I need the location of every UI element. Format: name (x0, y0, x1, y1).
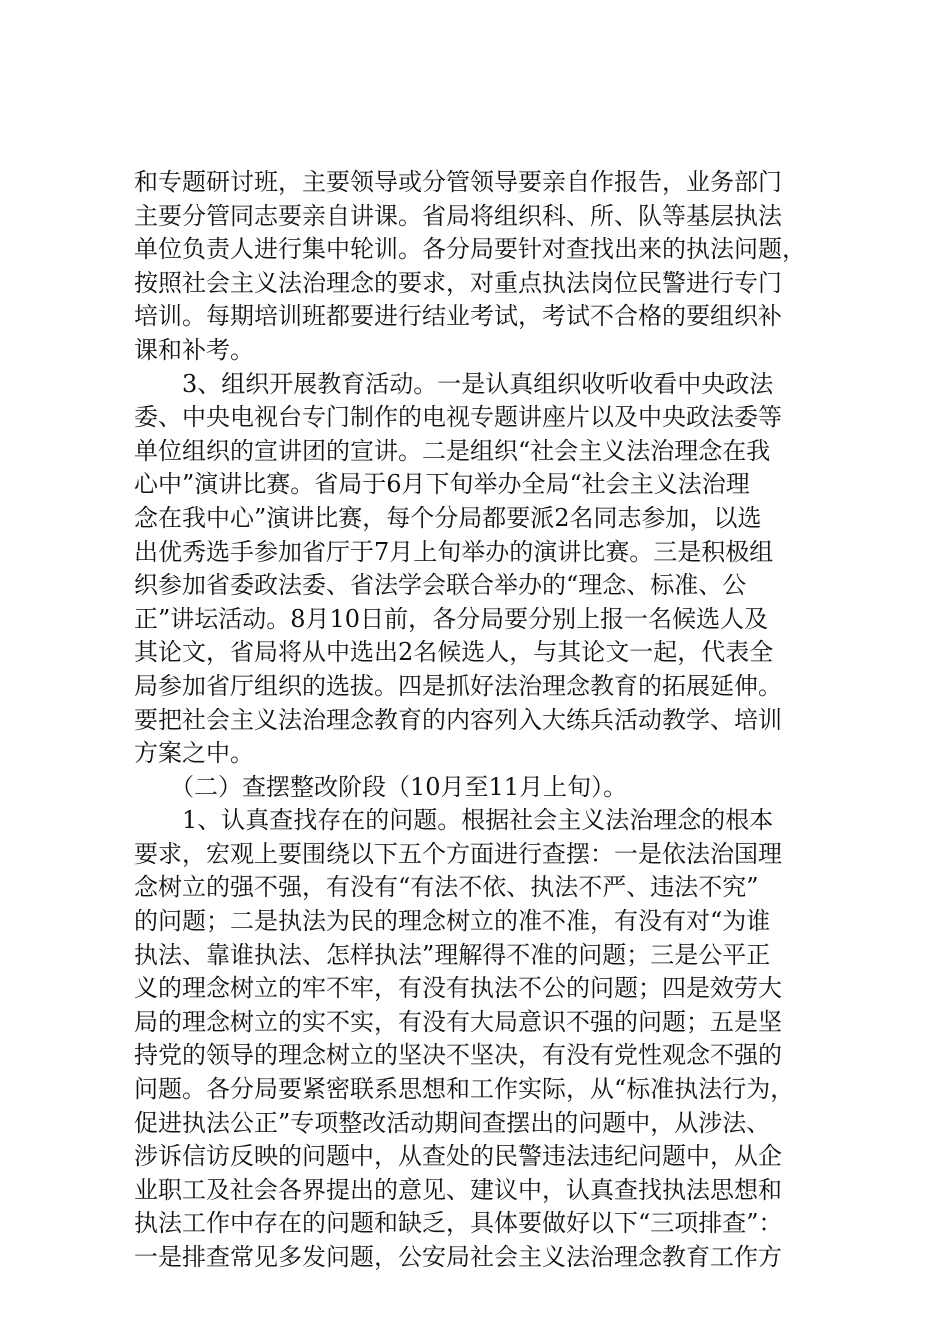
text-line: 念树立的强不强，有没有“有法不依、执法不严、违法不究” (134, 873, 759, 902)
text-line: 方案之中。 (134, 739, 254, 768)
text-line: 执法工作中存在的问题和缺乏，具体要做好以下“三项排查”： (134, 1209, 783, 1238)
text-line: 念在我中心”演讲比赛，每个分局都要派2名同志参加，以选 (134, 503, 762, 532)
text-line: 1、认真查找存在的问题。根据社会主义法治理念的根本 (134, 806, 774, 835)
text-line: 局的理念树立的实不实，有没有大局意识不强的问题；五是坚 (134, 1007, 782, 1036)
text-line: 涉诉信访反映的问题中，从查处的民警违法违纪问题中，从企 (134, 1142, 782, 1171)
text-line: 委、中央电视台专门制作的电视专题讲座片以及中央政法委等 (134, 403, 782, 432)
text-line: 持党的领导的理念树立的坚决不坚决，有没有党性观念不强的 (134, 1041, 782, 1070)
text-line: 出优秀选手参加省厅于7月上旬举办的演讲比赛。三是积极组 (134, 537, 774, 566)
text-line: 心中”演讲比赛。省局于6月下旬举办全局“社会主义法治理 (134, 470, 750, 499)
text-line: 主要分管同志要亲自讲课。省局将组织科、所、队等基层执法 (134, 201, 782, 230)
text-line: 局参加省厅组织的选拔。四是抓好法治理念教育的拓展延伸。 (134, 671, 782, 700)
section-heading: （二）查摆整改阶段（10月至11月上旬）。 (134, 772, 628, 801)
text-line: 织参加省委政法委、省法学会联合举办的“理念、标准、公 (134, 571, 747, 600)
text-line: 要求，宏观上要围绕以下五个方面进行查摆：一是依法治国理 (134, 839, 782, 868)
text-line: 正”讲坛活动。8月10日前，各分局要分别上报一名候选人及 (134, 604, 769, 633)
text-line: 业职工及社会各界提出的意见、建议中，认真查找执法思想和 (134, 1175, 782, 1204)
text-line: 其论文，省局将从中选出2名候选人，与其论文一起，代表全 (134, 638, 774, 667)
text-line: 问题。各分局要紧密联系思想和工作实际，从“标准执法行为， (134, 1075, 795, 1104)
text-line: 单位组织的宣讲团的宣讲。二是组织“社会主义法治理念在我 (134, 436, 771, 465)
text-line: 一是排查常见多发问题，公安局社会主义法治理念教育工作方 (134, 1243, 782, 1271)
body-text (134, 166, 834, 1275)
text-line: 要把社会主义法治理念教育的内容列入大练兵活动教学、培训 (134, 705, 782, 734)
text-line: 单位负责人进行集中轮训。各分局要针对查找出来的执法问题， (134, 235, 806, 264)
text-line: 义的理念树立的牢不牢，有没有执法不公的问题；四是效劳大 (134, 974, 782, 1003)
text-line: 执法、靠谁执法、怎样执法”理解得不准的问题；三是公平正 (134, 940, 771, 969)
text-line: 按照社会主义法治理念的要求，对重点执法岗位民警进行专门 (134, 268, 782, 297)
text-line: 和专题研讨班，主要领导或分管领导要亲自作报告，业务部门 (134, 168, 782, 196)
text-line: 培训。每期培训班都要进行结业考试，考试不合格的要组织补 (134, 302, 782, 331)
text-line: 促进执法公正”专项整改活动期间查摆出的问题中，从涉法、 (134, 1108, 771, 1137)
text-line: 3、组织开展教育活动。一是认真组织收听收看中央政法 (134, 369, 774, 398)
text-line: 的问题；二是执法为民的理念树立的准不准，有没有对“为谁 (134, 907, 771, 936)
text-line: 课和补考。 (134, 335, 254, 364)
